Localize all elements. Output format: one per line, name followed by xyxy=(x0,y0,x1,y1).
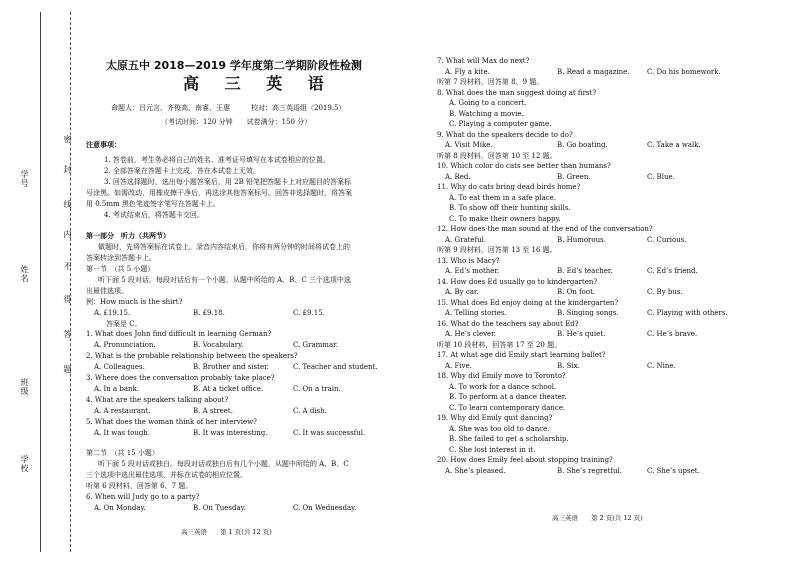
option-a: A. He’s clever. xyxy=(445,330,496,338)
option-c: C. On Wednesday. xyxy=(293,504,357,512)
section1-line: 听下面 5 段对话。每段对话后有一个小题，从题中所给的 A、B、C 三个选项中选 xyxy=(98,276,351,284)
option-b: B. Go boating. xyxy=(557,141,608,149)
seal-word: 不 xyxy=(63,262,72,271)
option-c: C. By bus. xyxy=(647,288,683,296)
option-c: C. On a train. xyxy=(293,385,341,393)
label-school: 学校 xyxy=(20,455,29,473)
question: 8. What does the man suggest doing at first? xyxy=(437,88,597,97)
option-c: C. She’s upset. xyxy=(647,466,700,475)
binding-margin xyxy=(0,0,80,561)
question: 3. Where does the conversation probably take place? xyxy=(86,374,275,382)
seal-word: 线 xyxy=(63,200,72,209)
seal-word: 题 xyxy=(63,365,72,374)
listening-note: 听第 7 段材料，回答第 8、9 题。 xyxy=(437,78,544,86)
question: 10. Which color do cats see better than humans? xyxy=(437,162,611,170)
option-a: A. Pronunciation. xyxy=(94,341,156,349)
question: 17. At what age did Emily start learning ballet? xyxy=(437,351,606,359)
margin-line xyxy=(40,12,41,552)
section2-title: 第二节 （共 15 小题） xyxy=(86,449,159,457)
example-question: 例：How much is the shirt? xyxy=(86,298,183,306)
question: 7. What will Max do next? xyxy=(437,57,530,65)
option: C. Playing a computer game. xyxy=(449,120,552,128)
option-a: A. Red. xyxy=(445,172,471,181)
notice-line: 2. 全部答案在答题卡上完成，答在本试卷上无效。 xyxy=(104,167,260,175)
option-c: C. Do his homework. xyxy=(647,67,721,76)
option-b: B. Green. xyxy=(557,172,591,181)
question: 19. Why did Emily quit dancing? xyxy=(437,414,553,422)
option-a: A. £19.15. xyxy=(94,309,131,317)
notice-line: 号涂黑。如需改动，用橡皮擦干净后，再选涂其他答案标号。回答非选择题时，将答案 xyxy=(86,189,352,197)
section1-line: 出最佳选项。 xyxy=(86,287,128,295)
option-b: B. Read a magazine. xyxy=(557,67,630,76)
label-student-id: 学号 xyxy=(20,170,29,188)
option-a: A. Visit Mike. xyxy=(445,141,493,149)
subject-title: 高 三 英 语 xyxy=(183,74,334,93)
option-a: A. She’s pleased. xyxy=(445,466,506,475)
option-b: B. It was interesting. xyxy=(193,429,268,437)
option-b: B. Brother and sister. xyxy=(193,363,269,371)
example-answer: 答案是 C。 xyxy=(106,320,142,328)
option-a: A. A restaurant. xyxy=(94,407,151,415)
section2-line: 听第 6 段材料，回答第 6、7 题。 xyxy=(86,482,193,490)
option-a: A. Grateful. xyxy=(445,235,487,244)
option-b: B. £9.18. xyxy=(193,309,225,317)
option-a: A. On Monday. xyxy=(94,504,146,512)
question: 16. What do the teachers say about Ed? xyxy=(437,319,579,328)
option: A. To work for a dance school. xyxy=(449,382,557,391)
option: A. To eat them in a safe place. xyxy=(449,193,557,202)
option-c: C. A dish. xyxy=(293,407,327,415)
seal-word: 密 xyxy=(63,135,72,144)
label-class: 班级 xyxy=(20,378,29,396)
authors-line: 命题人：吕元言、齐俊高、南睿、王惠 校对：高三英语组（2019.5） xyxy=(111,104,346,112)
question: 20. How does Emily feel about stopping training? xyxy=(437,456,613,464)
page-footer: 高三英语 第 1 页(共 12 页) xyxy=(181,528,272,536)
option-c: C. Grammar. xyxy=(293,341,338,349)
option-c: C. Playing with others. xyxy=(647,309,728,317)
option-c: C. Teacher and student. xyxy=(293,363,378,371)
option-a: A. Telling stories. xyxy=(445,309,507,317)
option-c: C. Nine. xyxy=(647,361,676,370)
option: C. To learn contemporary dance. xyxy=(449,403,566,412)
seal-word: 答 xyxy=(63,330,72,339)
option: B. She failed to get a scholarship. xyxy=(449,435,569,443)
seal-word: 封 xyxy=(63,165,72,174)
notice-line: 用 0.5mm 黑色笔迹签字笔写在答题卡上。 xyxy=(86,200,220,208)
option-c: C. Take a walk. xyxy=(647,141,701,149)
section1-title: 第一节 （共 5 小题） xyxy=(86,265,155,273)
notice-title: 注意事项： xyxy=(86,140,121,149)
notice-line: 1. 答卷前，考生务必将自己的姓名、准考证号填写在本试卷相应的位置。 xyxy=(104,156,330,164)
option: A. She was too old to dance. xyxy=(449,424,550,433)
option-a: A. By car. xyxy=(445,288,479,296)
page-footer: 高三英语 第 2 页(共 12 页) xyxy=(552,514,643,522)
question: 13. Who is Macy? xyxy=(437,256,500,265)
option-b: B. Ed’s teacher. xyxy=(557,267,613,275)
option-b: B. A street. xyxy=(193,407,233,415)
option-a: A. Colleagues. xyxy=(94,363,145,371)
part1-line: 答案转涂到答题卡上。 xyxy=(86,254,156,262)
option-c: C. Blue. xyxy=(647,172,675,181)
time-score-line: （考试时间：120 分钟 试卷满分：150 分） xyxy=(161,118,312,126)
notice-line: 4. 考试结束后，将答题卡交回。 xyxy=(104,211,204,219)
label-name: 姓名 xyxy=(20,265,29,283)
option-c: C. Curious. xyxy=(647,235,687,244)
notice-line: 3. 回答选择题时，选出每小题答案后，用 2B 铅笔把答题卡上对应题目的答案标 xyxy=(104,178,351,186)
question: 5. What does the woman think of her interview? xyxy=(86,418,257,426)
option-a: A. In a bank. xyxy=(94,385,140,393)
question: 14. How does Ed usually go to kindergarten? xyxy=(437,277,598,286)
option: C. To make their owners happy. xyxy=(449,214,561,223)
option-c: C. It was successful. xyxy=(293,429,366,437)
option-b: B. On Tuesday. xyxy=(193,504,246,512)
option: C. She lost interest in it. xyxy=(449,445,536,454)
question: 9. What do the speakers decide to do? xyxy=(437,130,573,139)
option: A. Going to a concert. xyxy=(449,99,527,107)
option-b: B. Humorous. xyxy=(557,235,606,244)
option-a: A. Fly a kite. xyxy=(445,67,490,76)
section2-line: 听下面 5 段对话或独白。每段对话或独白后有几个小题，从题中所给的 A、B、C xyxy=(98,460,349,468)
option-b: B. Vocabulary. xyxy=(193,341,244,349)
option-b: B. At a ticket office. xyxy=(193,385,264,393)
option-b: B. On foot. xyxy=(557,288,596,296)
question: 18. Why did Emily move to Toronto? xyxy=(437,372,566,380)
option-a: A. It was tough. xyxy=(94,429,151,437)
question: 2. What is the probable relationship between the speakers? xyxy=(86,352,298,360)
exam-title: 太原五中 2018—2019 学年度第二学期阶段性检测 xyxy=(106,59,362,72)
option: B. To show off their hunting skills. xyxy=(449,204,571,212)
seal-word: 得 xyxy=(63,295,72,304)
option-a: A. Ed’s mother. xyxy=(445,267,500,275)
option-b: B. Six. xyxy=(557,361,580,370)
question: 15. What does Ed enjoy doing at the kindergarten? xyxy=(437,298,619,307)
option-b: B. He’s quiet. xyxy=(557,330,606,338)
question: 1. What does John find difficult in learning German? xyxy=(86,330,272,338)
question: 11. Why do cats bring dead birds home? xyxy=(437,183,581,191)
option-b: B. Singing songs. xyxy=(557,309,619,317)
seal-word: 内 xyxy=(63,230,72,239)
option-c: C. He’s brave. xyxy=(647,330,698,338)
section2-line: 三个选项中选出最佳选项，并标在试卷的相应位置。 xyxy=(86,471,247,479)
part1-title: 第一部分 听力（共两节） xyxy=(86,231,170,240)
option: B. Watching a movie. xyxy=(449,109,524,118)
listening-note: 听第 8 段材料，回答第 10 至 12 题。 xyxy=(437,151,557,160)
question: 6. When will Judy go to a party? xyxy=(86,493,200,501)
part1-line: 做题时，先将答案标在试卷上。录音内容结束后，你将有两分钟的时间将试卷上的 xyxy=(98,243,350,251)
listening-note: 听第 10 段材料，回答第 17 至 20 题。 xyxy=(437,340,562,349)
option-c: C. Ed’s friend. xyxy=(647,267,698,275)
seal-dashed-line xyxy=(70,12,71,552)
option-b: B. She’s regretful. xyxy=(557,466,622,475)
listening-note: 听第 9 段材料，回答第 13 至 16 题。 xyxy=(437,246,557,254)
option-c: C. £9.15. xyxy=(293,309,325,317)
question: 12. How does the man sound at the end of the conversation? xyxy=(437,225,653,233)
question: 4. What are the speakers talking about? xyxy=(86,396,229,404)
option-a: A. Five. xyxy=(445,361,472,370)
option: B. To perform at a dance theater. xyxy=(449,393,567,401)
